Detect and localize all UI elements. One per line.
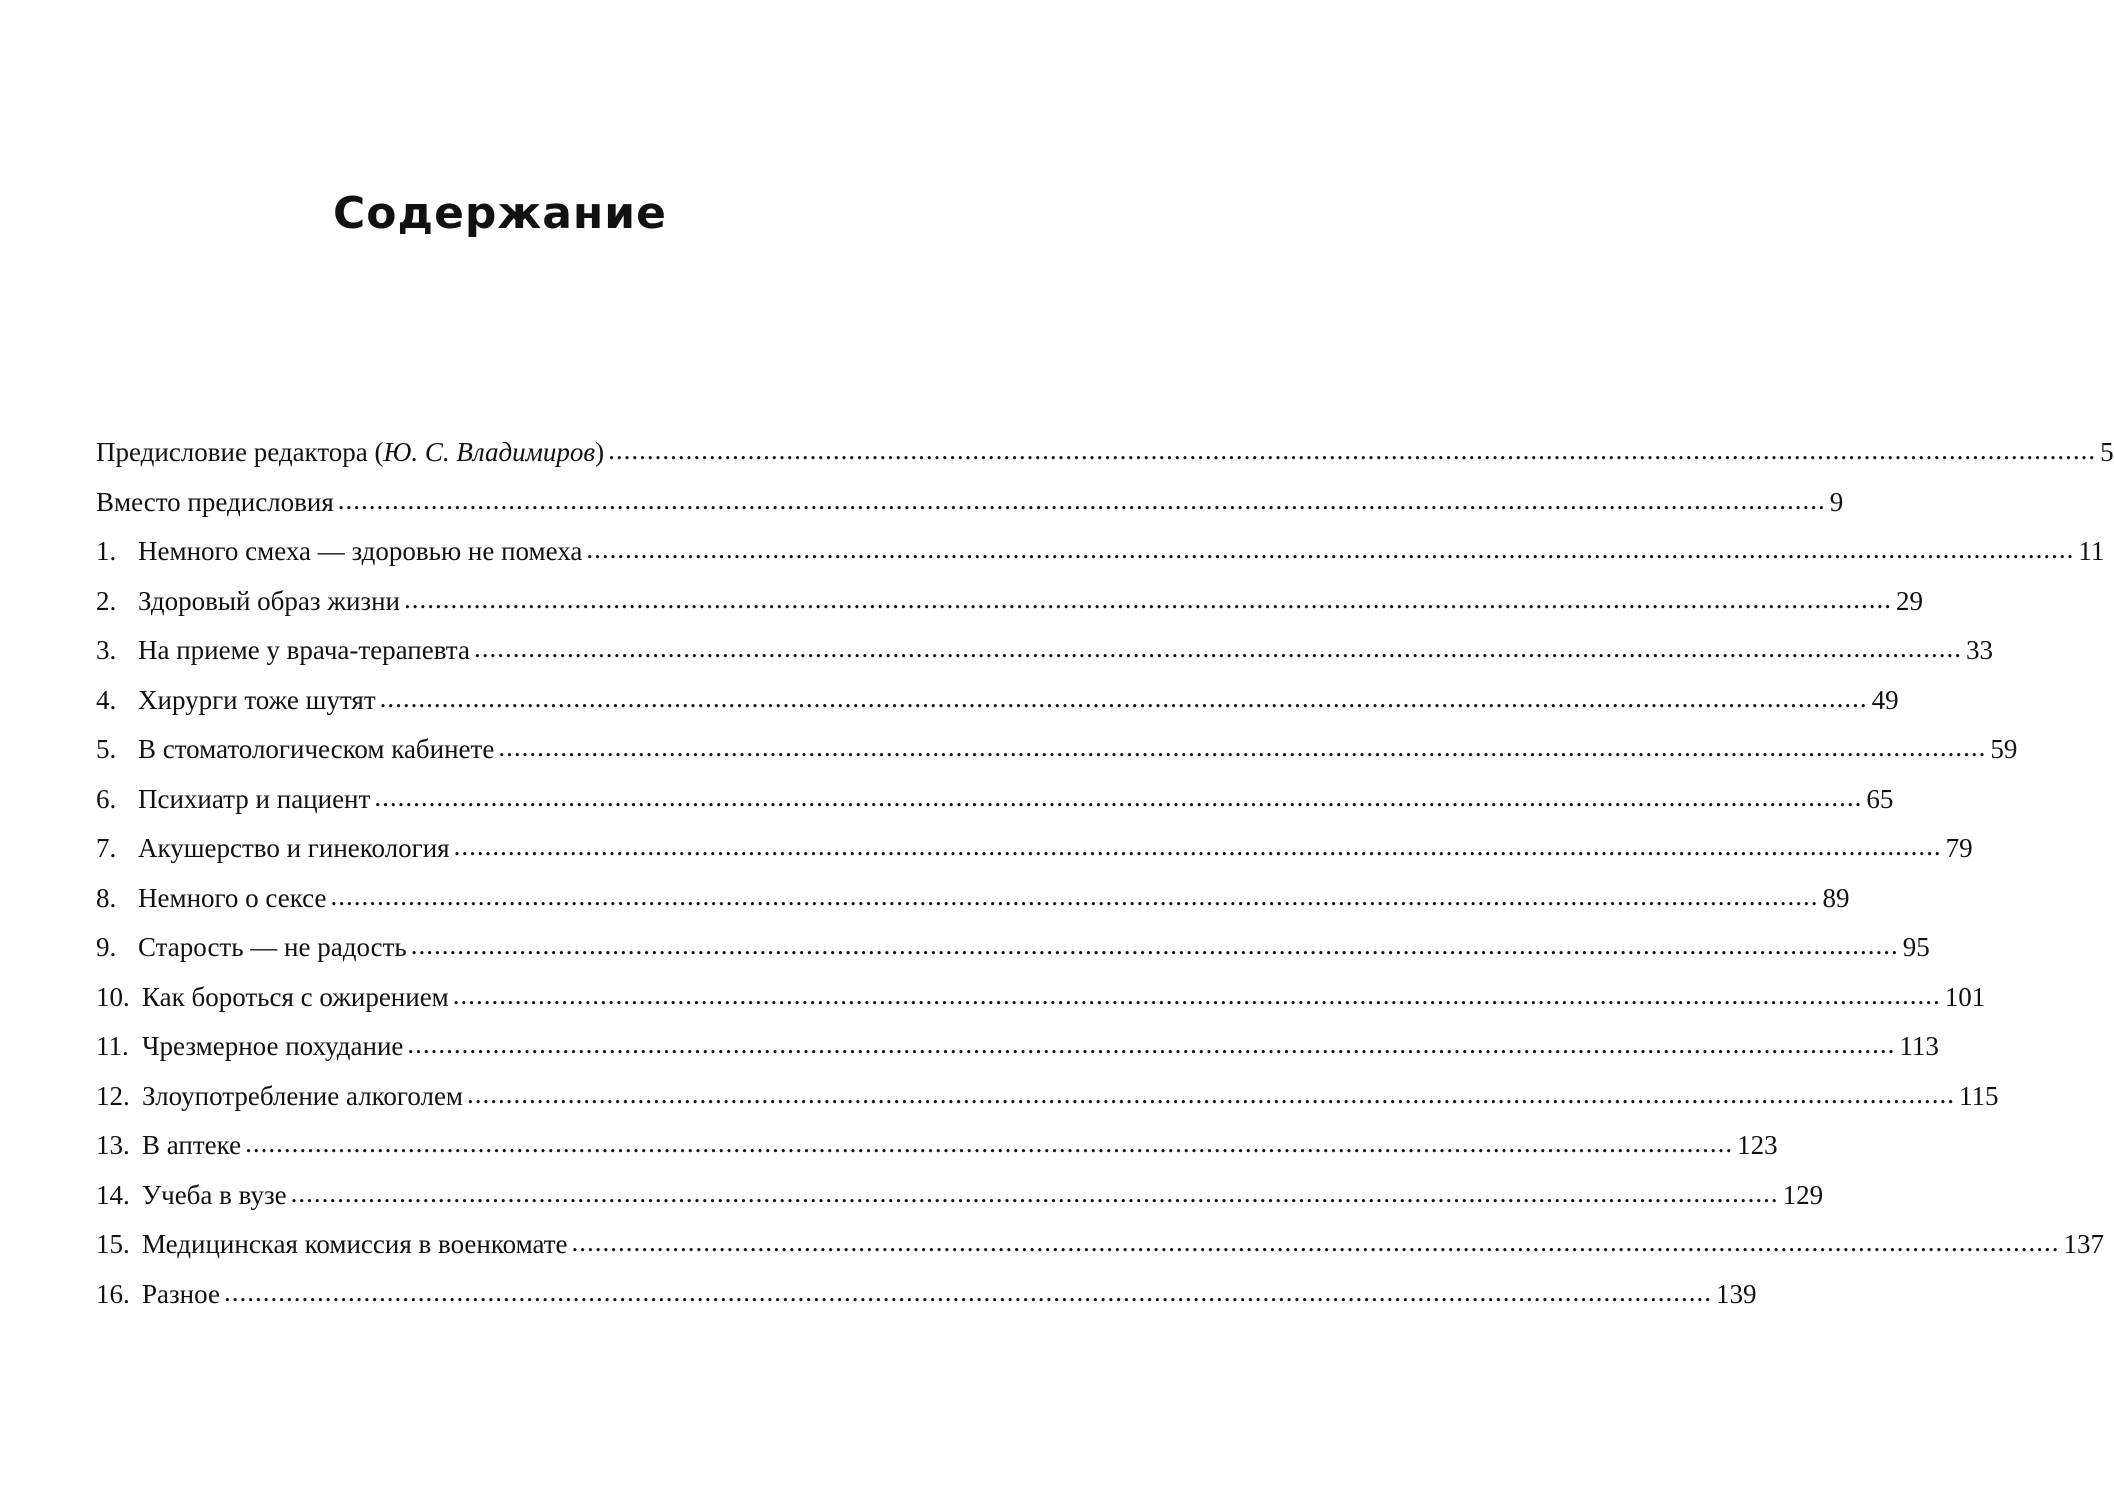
toc-entry-page-number: 95: [1902, 932, 1930, 962]
toc-entry-title-text: Предисловие редактора (: [96, 437, 384, 467]
toc-entry-title-text: Хирурги тоже шутят: [138, 684, 376, 715]
toc-entry-title-text: Немного смеха — здоровью не помеха: [138, 536, 583, 566]
toc-entry: [96, 973, 1986, 1023]
toc-entry: [96, 1072, 1999, 1122]
toc-entry-page-number: 139: [1715, 1278, 1757, 1309]
dot-leader: [330, 872, 1818, 922]
toc-entry-title-text: Немного о сексе: [138, 882, 327, 913]
toc-entry-number: 1.: [96, 536, 117, 566]
toc-entry-title: [138, 676, 376, 726]
toc-entry-page-number: 65: [1866, 783, 1894, 814]
toc-entry-title: [138, 923, 407, 973]
toc-entry-title-text: Акушерство и гинекология: [138, 833, 450, 863]
toc-entry-page-number: 33: [1965, 635, 1993, 665]
toc-entry: [96, 1270, 1757, 1320]
dot-leader: [453, 971, 1941, 1021]
toc-entry-number: 3.: [96, 635, 117, 665]
toc-entry-page-number: 11: [2078, 536, 2105, 566]
toc-entry-number: 9.: [96, 932, 117, 962]
toc-entry-number: 15.: [96, 1229, 130, 1259]
toc-entry-page-number: 89: [1822, 882, 1850, 913]
toc-entry-number: 5.: [96, 734, 117, 764]
toc-entry-title: [142, 1072, 463, 1122]
toc-entry-title: [142, 973, 449, 1023]
toc-entry-page-number: 5: [2100, 437, 2114, 467]
toc-entry-page-number: 29: [1895, 585, 1923, 616]
toc-entry-title: [138, 577, 400, 627]
toc-entry-title: [138, 874, 326, 924]
toc-entry: [96, 1121, 1778, 1171]
toc-entry-title-text: В аптеке: [142, 1130, 242, 1160]
toc-entry-title: [142, 1270, 220, 1320]
toc-entry-title-text: Старость — не радость: [138, 932, 407, 962]
toc-entry-title: [138, 527, 582, 577]
toc-entry: [96, 1171, 1824, 1221]
toc-entry: [96, 1220, 2105, 1270]
toc-entry: [96, 527, 2105, 577]
toc-entry-title: [142, 1171, 287, 1221]
toc-entry-number: 13.: [96, 1130, 130, 1160]
toc-entry: [96, 577, 1923, 627]
toc-entry-title-text: Здоровый образ жизни: [138, 585, 400, 616]
toc-entry-title-text: Злоупотребление алкоголем: [142, 1080, 464, 1111]
toc-entry-title: [138, 775, 370, 825]
toc-entry: [96, 428, 2114, 478]
toc-entry-number: 12.: [96, 1080, 130, 1111]
toc-entry-title-text: Как бороться с ожирением: [142, 981, 449, 1012]
toc-entry-title: [138, 626, 470, 676]
toc-entry: [96, 626, 1993, 676]
toc-entry-title-text: Психиатр и пациент: [138, 783, 371, 814]
toc-entry: [96, 1022, 1939, 1072]
toc-entry-title-text: Учеба в вузе: [142, 1179, 287, 1210]
toc-entry: [96, 478, 1844, 528]
toc-entry-title-text: Разное: [142, 1278, 220, 1309]
toc-entry-title: [142, 1022, 403, 1072]
toc-entry-number: 7.: [96, 833, 117, 863]
toc-entry-title: [142, 1220, 568, 1270]
toc-entry-number: 16.: [96, 1278, 130, 1309]
toc-entry-page-number: 123: [1737, 1130, 1778, 1160]
toc-entry-page-number: 113: [1899, 1031, 1939, 1061]
dot-leader: [224, 1268, 1712, 1318]
toc-entry-page-number: 79: [1945, 833, 1973, 863]
toc-entry-title: [138, 824, 450, 874]
toc-entry-page-number: 59: [1990, 734, 2018, 764]
toc-entry-number: 6.: [96, 783, 117, 814]
toc-entry-number: 2.: [96, 585, 117, 616]
toc-entry: [96, 874, 1850, 924]
dot-leader: [245, 1119, 1733, 1169]
toc-entry-number: 11.: [96, 1031, 129, 1061]
table-of-contents: [96, 428, 2114, 1319]
toc-entry-page-number: 49: [1871, 684, 1899, 715]
dot-leader: [608, 426, 2096, 476]
toc-entry-number: 8.: [96, 882, 117, 913]
toc-entry-title: [142, 1121, 241, 1171]
toc-entry-title-text: Чрезмерное похудание: [142, 1031, 404, 1061]
toc-entry-page-number: 137: [2063, 1229, 2105, 1259]
dot-leader: [411, 921, 1899, 971]
dot-leader: [572, 1218, 2060, 1268]
toc-entry-title-text: Вместо предисловия: [96, 486, 334, 517]
toc-entry-number: 14.: [96, 1179, 130, 1210]
dot-leader: [467, 1070, 1955, 1120]
page-title: Содержание: [333, 188, 667, 239]
toc-entry-page-number: 115: [1959, 1080, 1999, 1111]
dot-leader: [380, 674, 1868, 724]
dot-leader: [291, 1169, 1779, 1219]
dot-leader: [474, 624, 1962, 674]
dot-leader: [374, 773, 1862, 823]
toc-entry-title: [138, 725, 494, 775]
toc-entry: [96, 725, 2018, 775]
dot-leader: [498, 723, 1986, 773]
toc-entry-page-number: 129: [1782, 1179, 1824, 1210]
toc-entry-title-tail: ): [595, 437, 605, 467]
toc-entry: [96, 923, 1930, 973]
toc-entry-title-text: Медицинская комиссия в военкомате: [142, 1229, 568, 1259]
dot-leader: [404, 575, 1892, 625]
toc-entry-page-number: 101: [1944, 981, 1986, 1012]
dot-leader: [407, 1020, 1895, 1070]
toc-entry: [96, 824, 1973, 874]
toc-entry: [96, 775, 1894, 825]
dot-leader: [586, 525, 2074, 575]
toc-entry: [96, 676, 1899, 726]
toc-entry-number: 10.: [96, 981, 130, 1012]
toc-entry-title: [96, 478, 334, 528]
toc-entry-number: 4.: [96, 684, 117, 715]
toc-entry-title-text: На приеме у врача-терапевта: [138, 635, 470, 665]
toc-entry-author: Ю. С. Владимиров: [383, 437, 596, 467]
toc-entry-page-number: 9: [1829, 486, 1844, 517]
dot-leader: [454, 822, 1942, 872]
toc-entry-title-text: В стоматологическом кабинете: [138, 734, 495, 764]
dot-leader: [338, 476, 1826, 526]
toc-entry-title: [96, 428, 604, 478]
